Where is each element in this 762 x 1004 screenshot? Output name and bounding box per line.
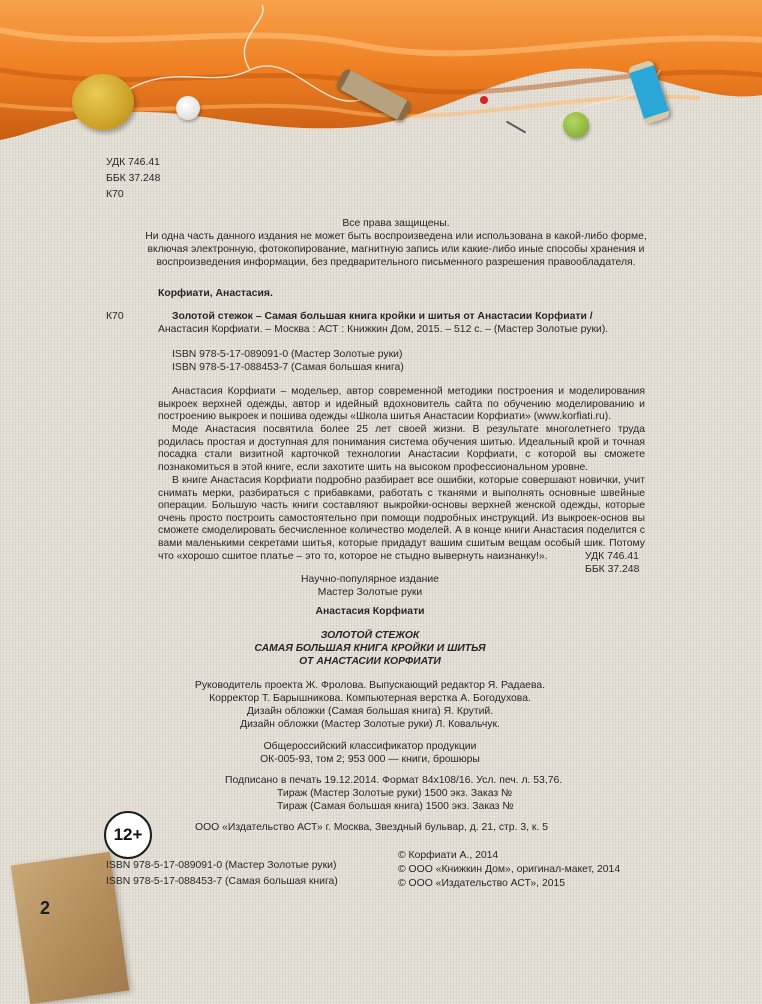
imprint-staff-4: Дизайн обложки (Мастер Золотые руки) Л. Ковальчук. <box>240 719 500 730</box>
imprint-genre-1: Научно-популярное издание <box>301 574 439 585</box>
imprint-title-3: ОТ АНАСТАСИИ КОРФИАТИ <box>299 656 441 667</box>
yarn-ball-icon <box>72 74 134 130</box>
copyright-3: © ООО «Издательство АСТ», 2015 <box>398 878 566 889</box>
imprint-publisher: ООО «Издательство АСТ» г. Москва, Звездный бульвар, д. 21, стр. 3, к. 5 <box>195 822 549 833</box>
copyright-2: © ООО «Книжкин Дом», оригинал-макет, 2014 <box>398 864 621 875</box>
bib-author: Корфиати, Анастасия. <box>158 288 273 299</box>
imprint-print-2: Тираж (Мастер Золотые руки) 1500 экз. Заказ № <box>277 788 513 799</box>
bib-title: Золотой стежок – Самая большая книга кройки и шитья от Анастасии Корфиати / <box>172 311 593 322</box>
udk-code: УДК 746.41 <box>106 157 160 168</box>
imprint-title-1: ЗОЛОТОЙ СТЕЖОК <box>320 630 420 641</box>
annotation-bbk: ББК 37.248 <box>585 564 640 575</box>
imprint-print-1: Подписано в печать 19.12.2014. Формат 84x108/16. Усл. печ. л. 53,76. <box>225 775 563 786</box>
page-number: 2 <box>40 898 51 918</box>
copyright-1: © Корфиати А., 2014 <box>398 850 499 861</box>
green-button-icon <box>563 112 589 138</box>
bottom-isbn-1: ISBN 978-5-17-089091-0 (Мастер Золотые руки) <box>106 860 337 871</box>
age-rating-badge: 12+ <box>104 811 152 859</box>
annotation-paragraph-3: В книге Анастасия Корфиати подробно разбирает все ошибки, которые совершают новички, учит снимать мерки, разбираться с прибавками, работать с тканями и выполнять основные швейные операции. Большую часть книги составляют выкройки-основы верхней женской одежды, которые очень просто построить самостоятельно при помощи подробных инструкций. Из выкроек-основ вы сможете смоделировать бесчисленное количество моделей. А в конце книги Анастасия поделится с вами маленькими секретами шитья, которые придадут вашим сшитым вещам особый шик. Потому что «хорошо сшитое платье – это то, которое не стыдно вывернуть наизнанку!». <box>158 475 645 562</box>
imprint-classifier-1: Общероссийский классификатор продукции <box>263 741 477 752</box>
imprint-staff-3: Дизайн обложки (Самая большая книга) Я. Крутий. <box>246 706 494 717</box>
imprint-staff-2: Корректор Т. Барышникова. Компьютерная верстка А. Богодухова. <box>209 693 531 704</box>
rights-line-2: включая электронную, фотокопирование, магнитную запись или какие-либо иные способы хранения и <box>147 244 645 255</box>
annotation-paragraph-2: Моде Анастасия посвятила более 25 лет своей жизни. В результате многолетнего труда родилась простая и доступная для понимания система обучения шитью. Идеальный крой и точная посадка стали визитной карточкой технологии Анастасии Корфиати, с которой вы сможете познакомиться в этой книге, если захотите шить на высоком профессиональном уровне. <box>158 424 645 473</box>
imprint-print-3: Тираж (Самая большая книга) 1500 экз. Заказ № <box>277 801 514 812</box>
annotation-paragraph-1: Анастасия Корфиати – модельер, автор современной методики построения и моделирования выкроек верхней одежды, автор и идейный вдохновитель сайта по обучению моделированию и построению выкроек и пошива одежды «Школа шитья Анастасии Корфиати» (www.korfiati.ru). <box>158 386 645 423</box>
author-sign: К70 <box>106 189 124 200</box>
bib-code: К70 <box>106 311 124 322</box>
imprint-staff-1: Руководитель проекта Ж. Фролова. Выпускающий редактор Я. Радаева. <box>194 680 546 691</box>
bib-details: Анастасия Корфиати. – Москва : АСТ : Книжкин Дом, 2015. – 512 с. – (Мастер Золотые руки). <box>158 324 609 335</box>
imprint-genre-2: Мастер Золотые руки <box>317 587 423 598</box>
pin-icon <box>480 96 488 104</box>
imprint-classifier-2: ОК-005-93, том 2; 953 000 — книги, брошюры <box>260 754 480 765</box>
bib-isbn-2: ISBN 978-5-17-088453-7 (Самая большая книга) <box>172 362 404 373</box>
annotation-udk: УДК 746.41 <box>585 551 639 562</box>
rights-line-3: воспроизведения информации, без предварительного письменного разрешения правообладателя. <box>156 257 636 268</box>
bib-isbn-1: ISBN 978-5-17-089091-0 (Мастер Золотые руки) <box>172 349 403 360</box>
rights-title: Все права защищены. <box>342 218 450 229</box>
bbk-code: ББК 37.248 <box>106 173 161 184</box>
rights-line-1: Ни одна часть данного издания не может быть воспроизведена или использована в какой-либо форме, <box>145 231 647 242</box>
imprint-author: Анастасия Корфиати <box>315 606 425 617</box>
paper-scrap-decoration <box>11 852 130 1004</box>
imprint-title-2: САМАЯ БОЛЬШАЯ КНИГА КРОЙКИ И ШИТЬЯ <box>254 643 486 654</box>
white-button-icon <box>176 96 200 120</box>
bottom-isbn-2: ISBN 978-5-17-088453-7 (Самая большая книга) <box>106 876 338 887</box>
